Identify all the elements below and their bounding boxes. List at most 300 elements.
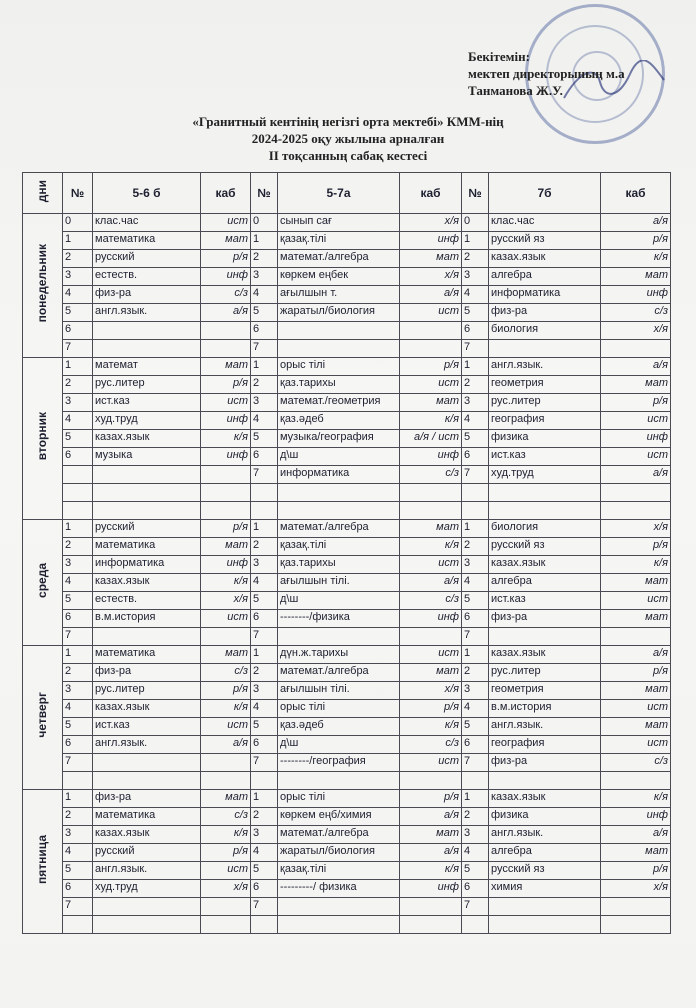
lesson-num-cell: 1 [251,520,278,538]
subject-cell: казах.язык [93,430,201,448]
room-cell: мат [601,610,671,628]
subject-cell: физика [489,430,601,448]
subject-cell: естеств. [93,268,201,286]
lesson-num-cell: 2 [462,808,489,826]
room-cell [601,898,671,916]
subject-cell [93,898,201,916]
day-cell [23,358,63,520]
room-cell: инф [201,448,251,466]
room-cell: х/я [201,592,251,610]
room-cell: р/я [201,844,251,862]
subject-cell: ист.каз [489,592,601,610]
lesson-num-cell: 6 [63,880,93,898]
room-cell [201,484,251,502]
room-cell: а/я [601,466,671,484]
room-cell: х/я [601,520,671,538]
room-cell: инф [601,430,671,448]
subject-cell: қаз.әдеб [278,412,400,430]
lesson-num-cell: 3 [251,682,278,700]
table-row [23,754,671,772]
table-row [23,484,671,502]
lesson-num-cell [251,916,278,934]
room-cell: р/я [400,700,462,718]
room-cell: инф [601,286,671,304]
room-cell: ист [601,700,671,718]
room-cell [400,916,462,934]
room-cell [201,502,251,520]
lesson-num-cell: 3 [251,394,278,412]
day-label: четверг [35,692,49,738]
room-cell: ист [201,862,251,880]
subject-cell: ағылшын тілі. [278,682,400,700]
table-row [23,520,671,538]
subject-cell: англ.язык. [489,718,601,736]
lesson-num-cell: 0 [63,214,93,232]
day-cell [23,214,63,358]
room-cell: инф [400,232,462,250]
lesson-num-cell: 4 [251,412,278,430]
room-cell: с/з [201,664,251,682]
day-cell [23,646,63,790]
room-cell: к/я [201,700,251,718]
table-row [23,358,671,376]
room-cell: р/я [601,862,671,880]
lesson-num-cell: 5 [63,592,93,610]
lesson-num-cell: 4 [63,286,93,304]
title-year: 2024-2025 оқу жылына арналған [251,131,445,146]
lesson-num-cell: 1 [63,520,93,538]
subject-cell: география [489,412,601,430]
room-cell [400,772,462,790]
lesson-num-cell [251,484,278,502]
room-cell: а/я [601,826,671,844]
room-cell: ист [601,592,671,610]
subject-cell [278,502,400,520]
room-cell [400,322,462,340]
subject-cell: алгебра [489,268,601,286]
day-cell [23,520,63,646]
subject-cell: физ-ра [93,790,201,808]
room-cell: к/я [601,250,671,268]
subject-cell: геометрия [489,682,601,700]
header-num-3: № [462,173,489,214]
table-row [23,646,671,664]
table-row [23,916,671,934]
lesson-num-cell: 4 [251,700,278,718]
table-row [23,808,671,826]
room-cell: ист [201,214,251,232]
lesson-num-cell: 1 [251,358,278,376]
room-cell: ист [601,736,671,754]
approval-block [468,48,625,99]
lesson-num-cell [63,466,93,484]
lesson-num-cell: 5 [63,430,93,448]
table-row [23,592,671,610]
lesson-num-cell: 6 [251,448,278,466]
subject-cell: казах.язык [489,646,601,664]
room-cell: мат [400,826,462,844]
subject-cell: в.м.история [93,610,201,628]
table-row [23,268,671,286]
room-cell: с/з [201,286,251,304]
lesson-num-cell: 6 [251,322,278,340]
subject-cell: ---------/ физика [278,880,400,898]
lesson-num-cell [462,916,489,934]
subject-cell [278,484,400,502]
subject-cell: казах.язык [93,700,201,718]
room-cell: мат [601,574,671,592]
lesson-num-cell: 3 [251,826,278,844]
lesson-num-cell: 2 [462,250,489,268]
lesson-num-cell: 7 [251,628,278,646]
subject-cell: д\ш [278,448,400,466]
lesson-num-cell: 1 [462,358,489,376]
lesson-num-cell: 5 [462,304,489,322]
subject-cell [278,916,400,934]
room-cell: мат [601,268,671,286]
subject-cell: информатика [489,286,601,304]
subject-cell: жаратыл/биология [278,844,400,862]
room-cell: инф [400,880,462,898]
subject-cell: казах.язык [489,250,601,268]
lesson-num-cell: 4 [63,574,93,592]
subject-cell: русский [93,844,201,862]
room-cell: к/я [400,718,462,736]
room-cell: р/я [201,520,251,538]
subject-cell: русский яз [489,232,601,250]
lesson-num-cell: 3 [462,556,489,574]
room-cell: а/я / ист [400,430,462,448]
room-cell: к/я [201,574,251,592]
room-cell: мат [601,376,671,394]
subject-cell: математ./алгебра [278,520,400,538]
room-cell: х/я [601,322,671,340]
lesson-num-cell: 2 [462,538,489,556]
table-row [23,394,671,412]
room-cell [400,628,462,646]
room-cell: мат [400,250,462,268]
lesson-num-cell: 6 [462,880,489,898]
subject-cell [93,322,201,340]
room-cell: с/з [400,736,462,754]
room-cell: ист [400,646,462,664]
room-cell: а/я [201,304,251,322]
subject-cell: рус.литер [93,376,201,394]
lesson-num-cell: 2 [251,808,278,826]
subject-cell: география [489,736,601,754]
lesson-num-cell: 1 [63,358,93,376]
lesson-num-cell: 2 [63,250,93,268]
subject-cell: казах.язык [93,574,201,592]
table-row [23,610,671,628]
lesson-num-cell: 7 [462,340,489,358]
lesson-num-cell: 4 [462,286,489,304]
room-cell: мат [400,664,462,682]
lesson-num-cell: 1 [251,646,278,664]
room-cell: а/я [601,646,671,664]
room-cell: р/я [400,358,462,376]
subject-cell: математ [93,358,201,376]
subject-cell [489,772,601,790]
lesson-num-cell: 2 [63,376,93,394]
lesson-num-cell: 7 [462,628,489,646]
table-row [23,862,671,880]
subject-cell: орыс тілі [278,790,400,808]
room-cell [601,916,671,934]
room-cell: к/я [400,538,462,556]
title-school: «Гранитный кентінің негізгі орта мектебі» КММ-нің [192,114,504,129]
lesson-num-cell: 1 [63,790,93,808]
lesson-num-cell: 3 [63,394,93,412]
subject-cell: дүн.ж.тарихы [278,646,400,664]
subject-cell: д\ш [278,592,400,610]
table-row [23,322,671,340]
lesson-num-cell: 1 [462,646,489,664]
lesson-num-cell: 3 [462,394,489,412]
room-cell: инф [601,808,671,826]
subject-cell: русский яз [489,862,601,880]
lesson-num-cell: 7 [251,340,278,358]
room-cell: к/я [601,790,671,808]
room-cell: а/я [601,358,671,376]
subject-cell: --------/география [278,754,400,772]
room-cell: мат [400,394,462,412]
lesson-num-cell [462,772,489,790]
subject-cell: орыс тілі [278,700,400,718]
lesson-num-cell: 4 [251,844,278,862]
header-room-2: каб [400,173,462,214]
subject-cell: русский [93,250,201,268]
table-row [23,772,671,790]
header-room-3: каб [601,173,671,214]
table-row [23,466,671,484]
subject-cell: худ.труд [93,880,201,898]
room-cell [400,340,462,358]
subject-cell: биология [489,520,601,538]
lesson-num-cell: 4 [462,700,489,718]
lesson-num-cell: 3 [251,268,278,286]
lesson-num-cell: 6 [251,880,278,898]
lesson-num-cell: 6 [462,610,489,628]
room-cell: с/з [601,754,671,772]
subject-cell: рус.литер [489,664,601,682]
subject-cell: клас.час [93,214,201,232]
lesson-num-cell: 1 [462,520,489,538]
room-cell: ист [400,556,462,574]
table-row [23,628,671,646]
subject-cell: қаз.тарихы [278,556,400,574]
subject-cell: д\ш [278,736,400,754]
table-row [23,556,671,574]
room-cell: мат [201,790,251,808]
lesson-num-cell: 5 [462,862,489,880]
room-cell: мат [601,682,671,700]
room-cell: ист [400,376,462,394]
subject-cell [93,340,201,358]
lesson-num-cell: 6 [63,610,93,628]
subject-cell: казах.язык [489,790,601,808]
subject-cell: англ.язык. [93,862,201,880]
room-cell [201,772,251,790]
room-cell: инф [201,556,251,574]
room-cell [201,340,251,358]
lesson-num-cell: 7 [462,466,489,484]
lesson-num-cell [251,772,278,790]
lesson-num-cell: 2 [251,376,278,394]
lesson-num-cell: 6 [63,448,93,466]
room-cell: ист [201,394,251,412]
subject-cell [489,898,601,916]
room-cell: ист [601,412,671,430]
lesson-num-cell: 5 [462,592,489,610]
header-class-56b: 5-6 б [93,173,201,214]
lesson-num-cell: 7 [63,754,93,772]
subject-cell: клас.час [489,214,601,232]
lesson-num-cell: 4 [63,412,93,430]
header-row [23,173,671,214]
subject-cell: ист.каз [489,448,601,466]
room-cell: инф [201,268,251,286]
room-cell [400,898,462,916]
subject-cell: англ.язык. [489,358,601,376]
table-row [23,880,671,898]
subject-cell [93,484,201,502]
room-cell: с/з [400,592,462,610]
header-class-57a: 5-7а [278,173,400,214]
lesson-num-cell: 4 [63,700,93,718]
subject-cell [489,916,601,934]
room-cell: ист [400,754,462,772]
table-row [23,826,671,844]
room-cell: р/я [201,682,251,700]
lesson-num-cell: 7 [63,898,93,916]
subject-cell [278,772,400,790]
lesson-num-cell: 3 [63,826,93,844]
room-cell: к/я [201,430,251,448]
room-cell: мат [400,520,462,538]
lesson-num-cell: 2 [251,538,278,556]
day-label: среда [35,562,49,598]
subject-cell: көркем еңбек [278,268,400,286]
room-cell: мат [201,358,251,376]
subject-cell: сынып сағ [278,214,400,232]
lesson-num-cell: 2 [251,250,278,268]
lesson-num-cell [63,916,93,934]
subject-cell [93,754,201,772]
title-schedule: II тоқсанның сабақ кестесі [268,148,428,163]
room-cell: а/я [400,574,462,592]
lesson-num-cell: 1 [63,646,93,664]
subject-cell: англ.язык. [489,826,601,844]
room-cell: к/я [601,556,671,574]
subject-cell: биология [489,322,601,340]
lesson-num-cell: 3 [462,268,489,286]
subject-cell [93,916,201,934]
room-cell: х/я [201,880,251,898]
lesson-num-cell: 3 [462,826,489,844]
lesson-num-cell [63,502,93,520]
lesson-num-cell: 5 [462,718,489,736]
approval-heading: Бекітемін: [468,49,530,64]
table-row [23,574,671,592]
day-label: понедельник [35,243,49,323]
room-cell: р/я [601,664,671,682]
subject-cell [278,322,400,340]
lesson-num-cell [63,772,93,790]
table-row [23,376,671,394]
lesson-num-cell: 3 [63,268,93,286]
lesson-num-cell: 7 [251,466,278,484]
subject-cell: геометрия [489,376,601,394]
subject-cell: қазақ.тілі [278,538,400,556]
subject-cell: қазақ.тілі [278,862,400,880]
subject-cell: музыка/география [278,430,400,448]
lesson-num-cell [63,484,93,502]
subject-cell: худ.труд [489,466,601,484]
header-day: дни [23,173,63,214]
lesson-num-cell: 2 [63,538,93,556]
room-cell: мат [201,232,251,250]
lesson-num-cell: 1 [462,790,489,808]
lesson-num-cell: 7 [251,898,278,916]
subject-cell: англ.язык. [93,736,201,754]
lesson-num-cell: 6 [462,322,489,340]
subject-cell [93,772,201,790]
subject-cell: математика [93,232,201,250]
table-row [23,340,671,358]
table-row [23,502,671,520]
room-cell: р/я [601,232,671,250]
room-cell [601,484,671,502]
subject-cell: рус.литер [93,682,201,700]
lesson-num-cell: 6 [462,736,489,754]
room-cell: с/з [601,304,671,322]
subject-cell: математ./алгебра [278,664,400,682]
subject-cell: қаз.тарихы [278,376,400,394]
room-cell: ист [400,304,462,322]
room-cell [201,754,251,772]
room-cell: а/я [201,736,251,754]
subject-cell [93,466,201,484]
table-row [23,448,671,466]
table-row [23,412,671,430]
lesson-num-cell: 1 [63,232,93,250]
room-cell [400,502,462,520]
header-num-2: № [251,173,278,214]
subject-cell: физ-ра [93,664,201,682]
room-cell: мат [201,538,251,556]
room-cell [601,502,671,520]
lesson-num-cell: 3 [63,682,93,700]
table-row [23,718,671,736]
room-cell [201,898,251,916]
table-row [23,736,671,754]
table-row [23,232,671,250]
schedule-table [22,172,671,934]
subject-cell: математ./алгебра [278,826,400,844]
lesson-num-cell: 7 [462,754,489,772]
room-cell: х/я [400,682,462,700]
subject-cell [278,898,400,916]
lesson-num-cell [462,484,489,502]
table-row [23,790,671,808]
table-row [23,700,671,718]
subject-cell: естеств. [93,592,201,610]
table-row [23,538,671,556]
day-label: вторник [35,411,49,461]
lesson-num-cell: 6 [462,448,489,466]
room-cell [201,322,251,340]
